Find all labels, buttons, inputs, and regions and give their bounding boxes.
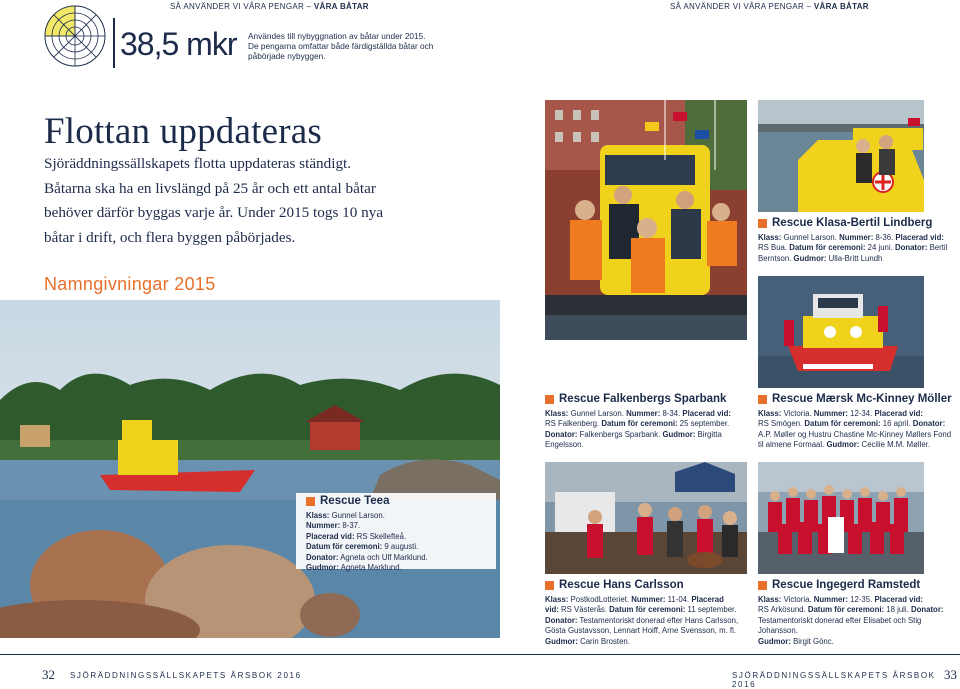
caption-maersk: Rescue Mærsk Mc-Kinney Möller Klass: Victoria. Nummer: 12-34. Placerad vid: RS Smögen. Datum för ceremoni: 16 april. Donator: A.P. Møller og Hustru Chastine Mc-Kinney Møllers Fond til almene Formaal. Gudmor: Cecilie M.M. Møller. — [758, 394, 958, 451]
photo-hans-carlsson-crowd — [545, 462, 747, 574]
footer-title-left: SJÖRÄDDNINGSSÄLLSKAPETS ÅRSBOK 2016 — [70, 671, 302, 680]
caption-ingegerd: Rescue Ingegerd Ramstedt Klass: Victoria. Nummer: 12-35. Placerad vid: RS Arkösund. Datum för ceremoni: 18 juli. Donator: Testamentoriskt donerad efter Elisabet och Stig Johansson. Gudmor: Birgit Gönc. — [758, 580, 960, 647]
orange-square-icon — [758, 395, 767, 404]
caption-line: RS Falkenberg. Datum för ceremoni: 25 september. — [545, 419, 730, 428]
caption-line: RS Bua. Datum för ceremoni: 24 juni. Donator: Bertil — [758, 243, 948, 252]
caption-line: Donator: Falkenbergs Sparbank. Gudmor: Birgitta — [545, 429, 722, 439]
caption-line: Klass: Gunnel Larson. Nummer: 8-34. Placerad vid: — [545, 408, 731, 418]
caption-hans-carlsson: Rescue Hans Carlsson Klass: PostkodLotteriet. Nummer: 11-04. Placerad vid: RS Västerås. Datum för ceremoni: 11 september. Donator: Testamentoriskt donerad efter Hans Carlsson, Gösta Gustavsson, Lennart Hoiff, Arne Svensson, m. fl. Gudmor: Carin Brosten. — [545, 580, 750, 647]
stat-divider — [113, 18, 115, 68]
caption-line: Berntson. Gudmor: Ulla-Britt Lundh — [758, 253, 883, 263]
pie-chart-icon — [44, 5, 106, 67]
caption-line: til almene Formaal. Gudmor: Cecilie M.M. Møller. — [758, 440, 931, 449]
caption-line: RS Smögen. Datum för ceremoni: 16 april. Donator: — [758, 419, 946, 428]
footer-rule — [0, 654, 960, 655]
caption-line: Donator: Testamentoriskt donerad efter Hans Carlsson, — [545, 615, 739, 625]
photo-maersk-boat — [758, 276, 924, 388]
photo-klasa-ceremony — [545, 100, 747, 340]
orange-square-icon — [758, 581, 767, 590]
orange-square-icon — [306, 497, 315, 506]
page-number-right: 33 — [944, 667, 957, 682]
caption-klasa: Rescue Klasa-Bertil Lindberg Klass: Gunnel Larson. Nummer: 8-36. Placerad vid: RS Bua. Datum för ceremoni: 24 juni. Donator: Bertil Berntson. Gudmor: Ulla-Britt Lundh — [758, 218, 958, 264]
caption-line: Gudmor: Carin Brosten. — [545, 636, 630, 646]
page-title: Flottan uppdateras — [44, 111, 322, 152]
caption-line: Engelsson. — [545, 440, 584, 449]
section-heading: Namngivningar 2015 — [44, 274, 216, 294]
caption-line: Testamentoriskt donerad efter Elisabet och Stig Johansson. — [758, 615, 922, 635]
page-number-left: 32 — [42, 667, 55, 682]
caption-line: Klass: Gunnel Larson. — [306, 510, 385, 520]
caption-line: Gösta Gustavsson, Lennart Hoiff, Arne Svensson, m. fl. — [545, 626, 736, 635]
caption-line: Datum för ceremoni: 9 augusti. — [306, 542, 419, 551]
orange-square-icon — [758, 219, 767, 228]
caption-line: Klass: Victoria. Nummer: 12-34. Placerad vid: — [758, 408, 923, 418]
caption-line: Donator: Agneta och Ulf Marklund. — [306, 552, 428, 562]
caption-line: vid: RS Västerås. Datum för ceremoni: 11 september. — [545, 605, 737, 614]
orange-square-icon — [545, 581, 554, 590]
caption-line: Klass: PostkodLotteriet. Nummer: 11-04. Placerad — [545, 594, 724, 604]
orange-square-icon — [545, 395, 554, 404]
caption-teea: Rescue Teea Klass: Gunnel Larson. Nummer: 8-37. Placerad vid: RS Skellefteå. Datum för ceremoni: 9 augusti. Donator: Agneta och Ulf Marklund. Gudmor: Agneta Marklund. — [306, 496, 496, 574]
photo-teea-landscape — [0, 300, 500, 638]
caption-line: Klass: Gunnel Larson. Nummer: 8-36. Placerad vid: — [758, 232, 944, 242]
caption-line: Gudmor: Birgit Gönc. — [758, 636, 834, 646]
caption-line: Nummer: 8-37. — [306, 521, 361, 530]
caption-line: Placerad vid: RS Skellefteå. — [306, 531, 407, 541]
caption-line: Gudmor: Agneta Marklund. — [306, 563, 402, 572]
photo-ingegerd-group — [758, 462, 924, 574]
running-head-left: SÅ ANVÄNDER VI VÅRA PENGAR – VÅRA BÅTAR — [170, 2, 369, 11]
footer-title-right: SJÖRÄDDNINGSSÄLLSKAPETS ÅRSBOK 2016 — [732, 671, 936, 689]
caption-line: RS Arkösund. Datum för ceremoni: 18 juli. Donator: — [758, 605, 944, 614]
lead-paragraph: Sjöräddningssällskapets flotta uppdateras ständigt. Båtarna ska ha en livslängd på 25 år och ett antal båtar behöver därför byggas varje år. Under 2015 togs 10 nya båtar i drift, och flera byggen påbörjades. — [44, 155, 384, 246]
caption-line: Klass: Victoria. Nummer: 12-35. Placerad vid: — [758, 594, 923, 604]
running-head-right: SÅ ANVÄNDER VI VÅRA PENGAR – VÅRA BÅTAR — [670, 2, 869, 11]
stat-value: 38,5 mkr — [120, 26, 237, 62]
caption-line: A.P. Møller og Hustru Chastine Mc-Kinney Møllers Fond — [758, 429, 952, 439]
stat-description: Användes till nybyggnation av båtar under 2015. De pengarna omfattar både färdigställda båtar och påbörjade nybyggen. — [248, 31, 434, 61]
caption-falkenberg: Rescue Falkenbergs Sparbank Klass: Gunnel Larson. Nummer: 8-34. Placerad vid: RS Falkenberg. Datum för ceremoni: 25 september. Donator: Falkenbergs Sparbank. Gudmor: Birgitta Engelsson. — [545, 394, 745, 451]
photo-klasa-boat — [758, 100, 924, 212]
